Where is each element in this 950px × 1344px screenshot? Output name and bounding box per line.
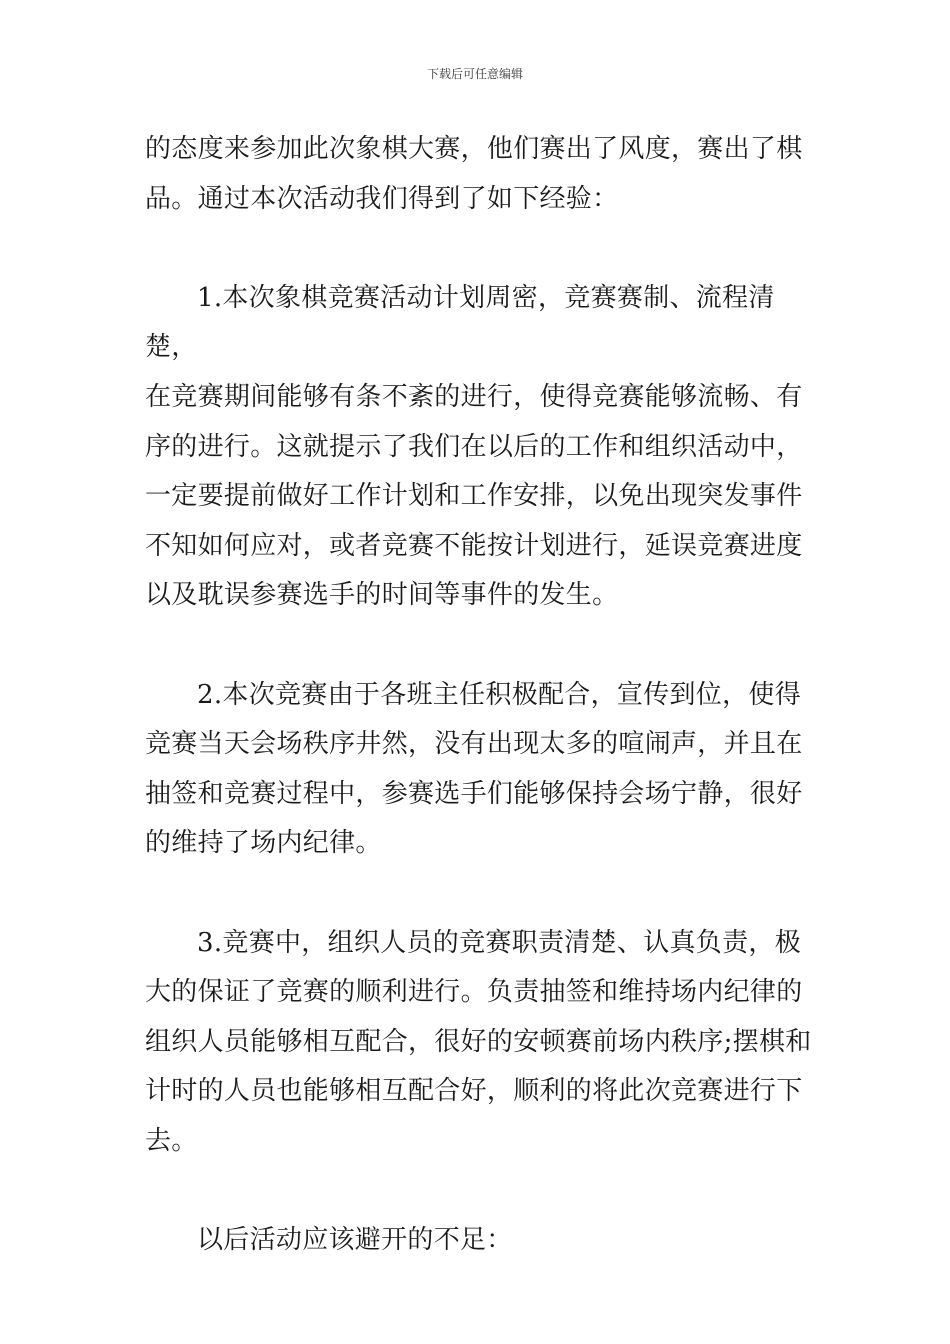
text-line: 序的进行。这就提示了我们在以后的工作和组织活动中， bbox=[145, 431, 803, 462]
text-line: 抽签和竞赛过程中，参赛选手们能够保持会场宁静，很好 bbox=[145, 778, 803, 809]
paragraph-experience-3 bbox=[145, 919, 815, 1167]
text-line: 组织人员能够相互配合，很好的安顿赛前场内秩序;摆棋和 bbox=[145, 1026, 812, 1057]
text-line: 竞赛当天会场秩序井然，没有出现太多的喧闹声，并且在 bbox=[145, 729, 803, 760]
text-line: 计时的人员也能够相互配合好，顺利的将此次竞赛进行下 bbox=[145, 1076, 803, 1107]
text-line: 的态度来参加此次象棋大赛，他们赛出了风度，赛出了棋 bbox=[145, 134, 803, 164]
text-line: 3.竞赛中，组织人员的竞赛职责清楚、认真负责，极 bbox=[197, 927, 802, 958]
text-line: 2.本次竞赛由于各班主任积极配合，宣传到位，使得 bbox=[197, 679, 802, 710]
document-body bbox=[145, 125, 815, 1266]
text-line: 一定要提前做好工作计划和工作安排，以免出现突发事件 bbox=[145, 481, 803, 512]
text-line: 去。 bbox=[145, 1125, 198, 1156]
paragraph-experience-2 bbox=[145, 671, 815, 869]
text-line: 1.本次象棋竞赛活动计划周密，竞赛赛制、流程清楚， bbox=[145, 282, 775, 363]
text-line: 的维持了场内纪律。 bbox=[145, 828, 382, 859]
paragraph-shortcomings-heading bbox=[145, 1216, 815, 1266]
text-line: 在竞赛期间能够有条不紊的进行，使得竞赛能够流畅、有 bbox=[145, 381, 803, 412]
text-line: 以后活动应该避开的不足： bbox=[197, 1225, 513, 1256]
text-line: 以及耽误参赛选手的时间等事件的发生。 bbox=[145, 580, 619, 611]
text-line: 大的保证了竞赛的顺利进行。负责抽签和维持场内纪律的 bbox=[145, 977, 803, 1008]
text-line: 品。通过本次活动我们得到了如下经验： bbox=[145, 183, 619, 214]
text-line: 不知如何应对，或者竞赛不能按计划进行，延误竞赛进度 bbox=[145, 530, 803, 561]
page-header: 下载后可任意编辑 bbox=[426, 67, 523, 81]
paragraph-experience-1 bbox=[145, 274, 815, 621]
paragraph-continuation bbox=[145, 125, 815, 224]
